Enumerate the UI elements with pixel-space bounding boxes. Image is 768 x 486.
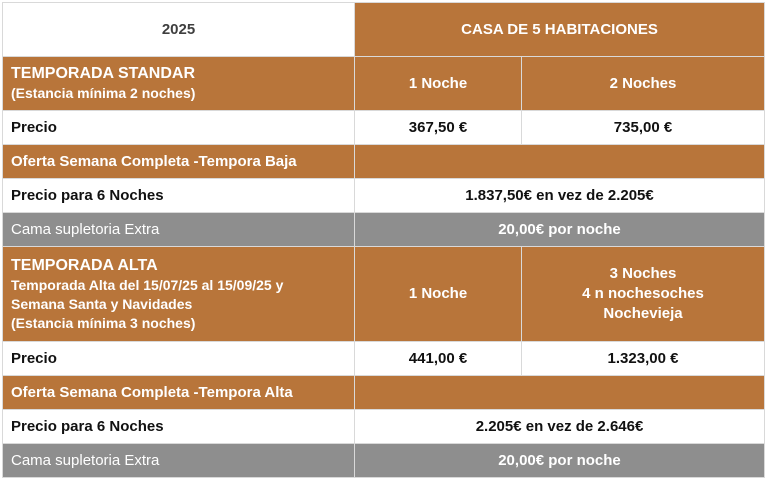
standard-price-1-night: 367,50 € <box>355 111 522 145</box>
high-col-3-nights <box>522 247 765 342</box>
header-row <box>3 3 765 57</box>
standard-season-subtitle: (Estancia mínima 2 noches) <box>11 85 196 101</box>
standard-price-label: Precio <box>3 111 355 145</box>
price-table <box>2 2 765 478</box>
high-season-min-stay: (Estancia mínima 3 noches) <box>11 314 196 331</box>
standard-price-2-nights: 735,00 € <box>522 111 765 145</box>
high-offer-row <box>3 410 765 444</box>
standard-price-row <box>3 111 765 145</box>
high-col-3-nights-line2: 4 n nochesoches <box>582 285 704 302</box>
high-price-row <box>3 342 765 376</box>
high-offer-value: 2.205€ en vez de 2.646€ <box>355 410 765 444</box>
standard-season-title: TEMPORADA STANDAR <box>11 65 195 82</box>
high-col-3-nights-line1: 3 Noches <box>609 265 677 282</box>
standard-offer-title-filler <box>355 145 765 179</box>
standard-extra-bed-label: Cama supletoria Extra <box>3 213 355 247</box>
standard-offer-title-row <box>3 145 765 179</box>
standard-extra-bed-value: 20,00€ por noche <box>355 213 765 247</box>
high-season-cell <box>3 247 355 342</box>
high-season-row <box>3 247 765 342</box>
standard-season-row <box>3 57 765 111</box>
high-season-title: TEMPORADA ALTA <box>11 256 158 274</box>
standard-col-2-nights: 2 Noches <box>522 57 765 111</box>
high-extra-bed-value: 20,00€ por noche <box>355 444 765 478</box>
high-price-1-night: 441,00 € <box>355 342 522 376</box>
high-col-3-nights-line3: Nochevieja <box>603 305 683 322</box>
standard-offer-title: Oferta Semana Completa -Tempora Baja <box>3 145 355 179</box>
high-price-label: Precio <box>3 342 355 376</box>
high-offer-label: Precio para 6 Noches <box>3 410 355 444</box>
standard-extra-bed-row <box>3 213 765 247</box>
high-season-dates: Temporada Alta del 15/07/25 al 15/09/25 y <box>11 276 284 293</box>
house-title: CASA DE 5 HABITACIONES <box>355 3 765 57</box>
high-extra-bed-label: Cama supletoria Extra <box>3 444 355 478</box>
standard-season-cell <box>3 57 355 111</box>
high-extra-bed-row <box>3 444 765 478</box>
standard-offer-value: 1.837,50€ en vez de 2.205€ <box>355 179 765 213</box>
year-label: 2025 <box>3 3 355 57</box>
high-offer-title: Oferta Semana Completa -Tempora Alta <box>3 376 355 410</box>
standard-offer-label: Precio para 6 Noches <box>3 179 355 213</box>
high-offer-title-filler <box>355 376 765 410</box>
high-col-1-night: 1 Noche <box>355 247 522 342</box>
standard-offer-row <box>3 179 765 213</box>
high-offer-title-row <box>3 376 765 410</box>
standard-col-1-night: 1 Noche <box>355 57 522 111</box>
high-season-holidays: Semana Santa y Navidades <box>11 295 193 312</box>
high-price-3-nights: 1.323,00 € <box>522 342 765 376</box>
